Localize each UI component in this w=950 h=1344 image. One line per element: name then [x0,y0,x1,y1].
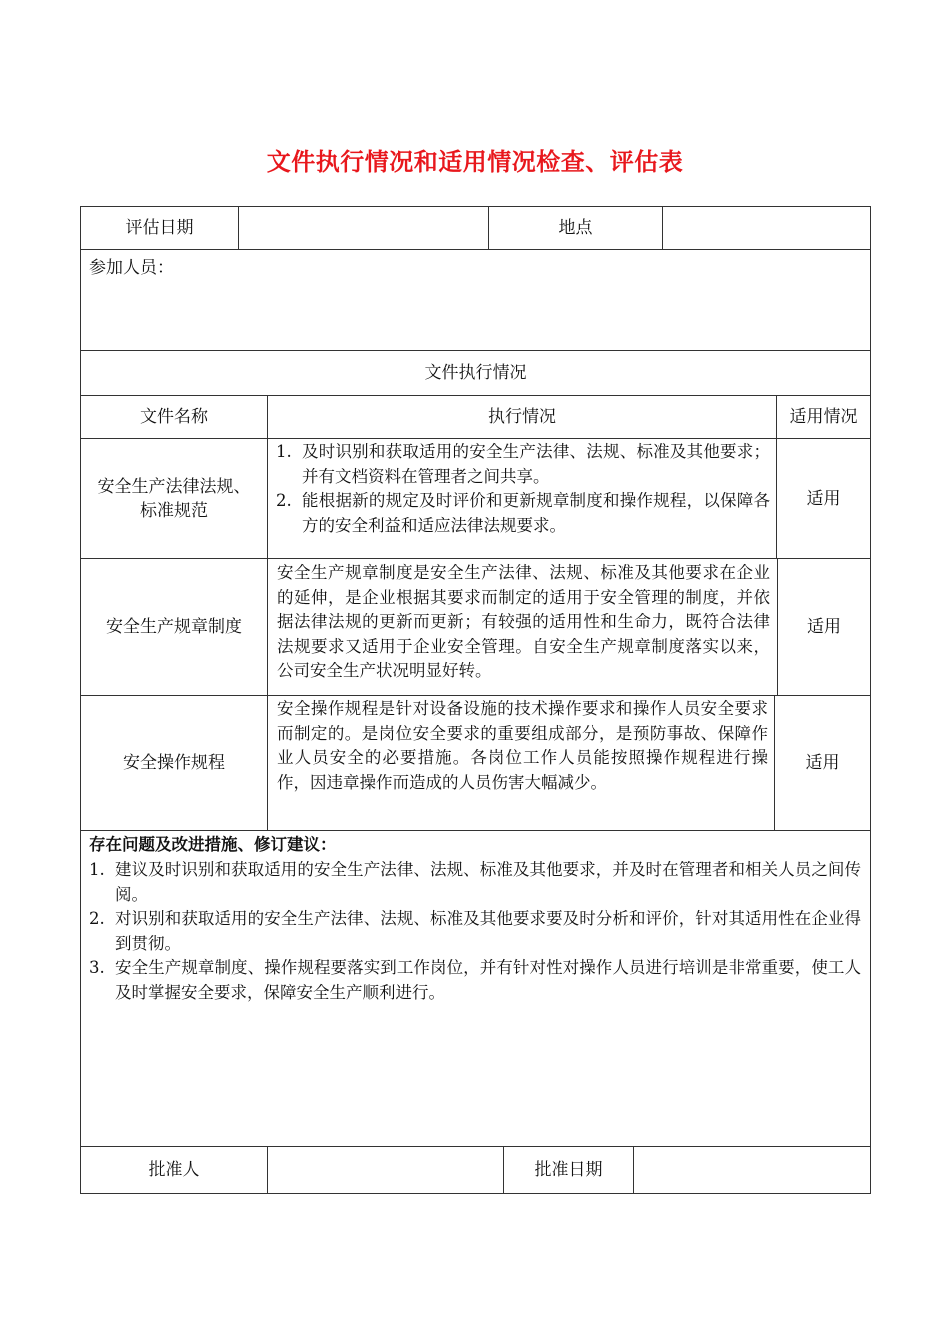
table-row-2-applicability: 适用 [807,617,841,637]
approve-date-value[interactable] [634,1147,870,1193]
row-1-name-line2: 标准规范 [140,500,208,521]
table-row-1-applicability: 适用 [806,488,841,509]
column-header-execution: 执行情况 [488,407,556,427]
table-row-1-name [81,439,267,558]
page-title: 文件执行情况和适用情况检查、评估表 [266,148,684,176]
column-header-applicability: 适用情况 [789,407,858,427]
list-number: 2. [276,491,292,510]
location-value[interactable] [663,207,870,249]
location-label: 地点 [558,218,593,238]
table-row-2-name: 安全生产规章制度 [106,617,242,637]
list-text: 建议及时识别和获取适用的安全生产法律、法规、标准及其他要求，并及时在管理者和相关人员之间传阅。 [115,860,861,904]
list-text: 安全生产规章制度、操作规程要落实到工作岗位，并有针对性对操作人员进行培训是非常重要，使工人及时掌握安全要求，保障安全生产顺利进行。 [115,958,861,1002]
list-number: 1. [276,442,292,461]
approver-label: 批准人 [148,1160,200,1180]
column-header-name: 文件名称 [140,407,208,427]
list-number: 1. [89,860,105,879]
list-item [276,489,770,538]
table-row-2-execution: 安全生产规章制度是安全生产法律、法规、标准及其他要求在企业的延伸，是企业根据其要求而制定的适用于安全管理的制度，并依据法律法规的更新而更新；有较强的适用性和生命力，既符合法律法规要求又适用于企业安全管理。自安全生产规章制度落实以来，公司安全生产状况明显好转。 [277,563,770,680]
issues-list [89,858,861,1005]
list-text: 能根据新的规定及时评价和更新规章制度和操作规程，以保障各方的安全利益和适应法律法规要求。 [302,491,770,535]
list-number: 3. [89,958,105,977]
table-row-3-applicability: 适用 [805,753,840,773]
date-label: 评估日期 [125,218,194,238]
approve-date-label: 批准日期 [534,1160,603,1180]
table-row-3-execution: 安全操作规程是针对设备设施的技术操作要求和操作人员安全要求而制定的。是岗位安全要求的重要组成部分，是预防事故、保障作业人员安全的必要措施。各岗位工作人员能按照操作规程进行操作，因违章操作而造成的人员伤害大幅减少。 [277,699,768,792]
table-row-3-name: 安全操作规程 [123,753,225,773]
list-number: 2. [89,909,105,928]
list-item [89,907,861,956]
list-text: 及时识别和获取适用的安全生产法律、法规、标准及其他要求；并有文档资料在管理者之间共享。 [302,442,770,486]
row-1-name-line1: 安全生产法律法规、 [97,476,251,497]
approver-value[interactable] [268,1147,503,1193]
list-item [89,956,861,1005]
section-title: 文件执行情况 [424,363,527,383]
date-value[interactable] [239,207,488,249]
participants-label: 参加人员： [89,258,174,278]
list-item [276,440,770,489]
list-item [89,858,861,907]
issues-title: 存在问题及改进措施、修订建议： [89,835,337,854]
list-text: 对识别和获取适用的安全生产法律、法规、标准及其他要求要及时分析和评价，针对其适用性在企业得到贯彻。 [115,909,861,953]
table-row-1-execution [276,440,770,538]
